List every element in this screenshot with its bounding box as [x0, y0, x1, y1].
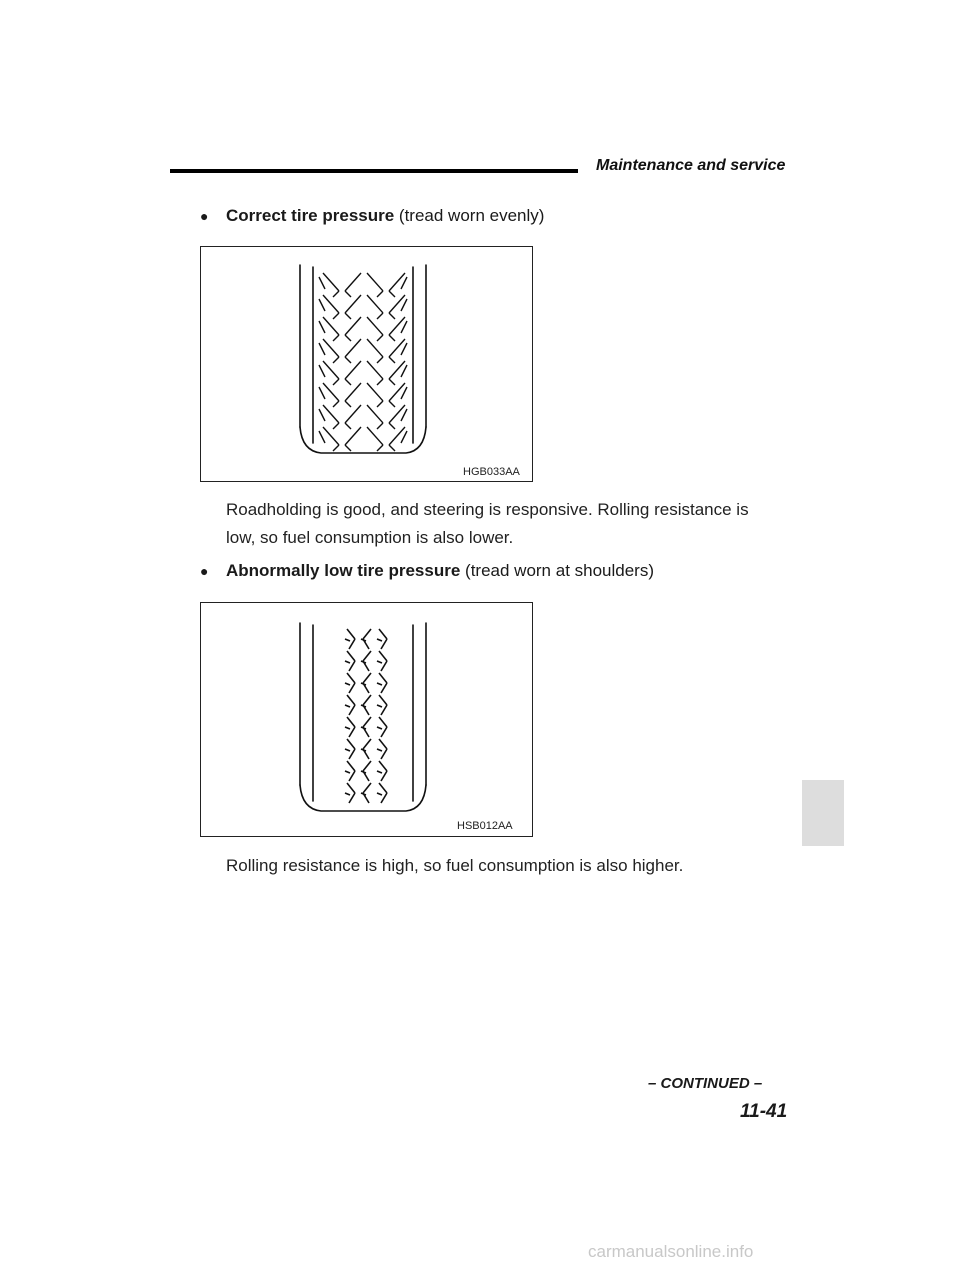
chapter-side-tab	[802, 780, 844, 846]
tire-tread-even-drawing	[201, 247, 532, 481]
watermark-text: carmanualsonline.info	[588, 1242, 754, 1261]
figure-code: HGB033AA	[463, 466, 520, 478]
tire-tread-figure-even	[200, 246, 533, 482]
bullet-text	[226, 205, 544, 227]
bullet-label: Abnormally low tire pressure	[226, 561, 461, 580]
bullet-note: (tread worn evenly)	[398, 206, 545, 225]
page-number: 11-41	[740, 1101, 788, 1122]
header-rule	[170, 169, 578, 173]
bullet-icon: ●	[200, 208, 209, 224]
tire-tread-figure-shoulders	[200, 602, 533, 837]
paragraph-low-pressure: Rolling resistance is high, so fuel consumption is also higher.	[226, 856, 684, 875]
bullet-text	[226, 560, 654, 582]
continued-label: – CONTINUED –	[648, 1075, 763, 1092]
section-title: Maintenance and service	[596, 157, 786, 174]
bullet-label: Correct tire pressure	[226, 206, 395, 225]
bullet-note: (tread worn at shoulders)	[465, 561, 655, 580]
bullet-icon: ●	[200, 563, 209, 579]
paragraph-correct-line1: Roadholding is good, and steering is responsive. Rolling resistance is	[226, 500, 749, 519]
tire-tread-shoulders-drawing	[201, 603, 532, 836]
figure-code: HSB012AA	[457, 820, 513, 832]
paragraph-correct-line2: low, so fuel consumption is also lower.	[226, 528, 514, 547]
